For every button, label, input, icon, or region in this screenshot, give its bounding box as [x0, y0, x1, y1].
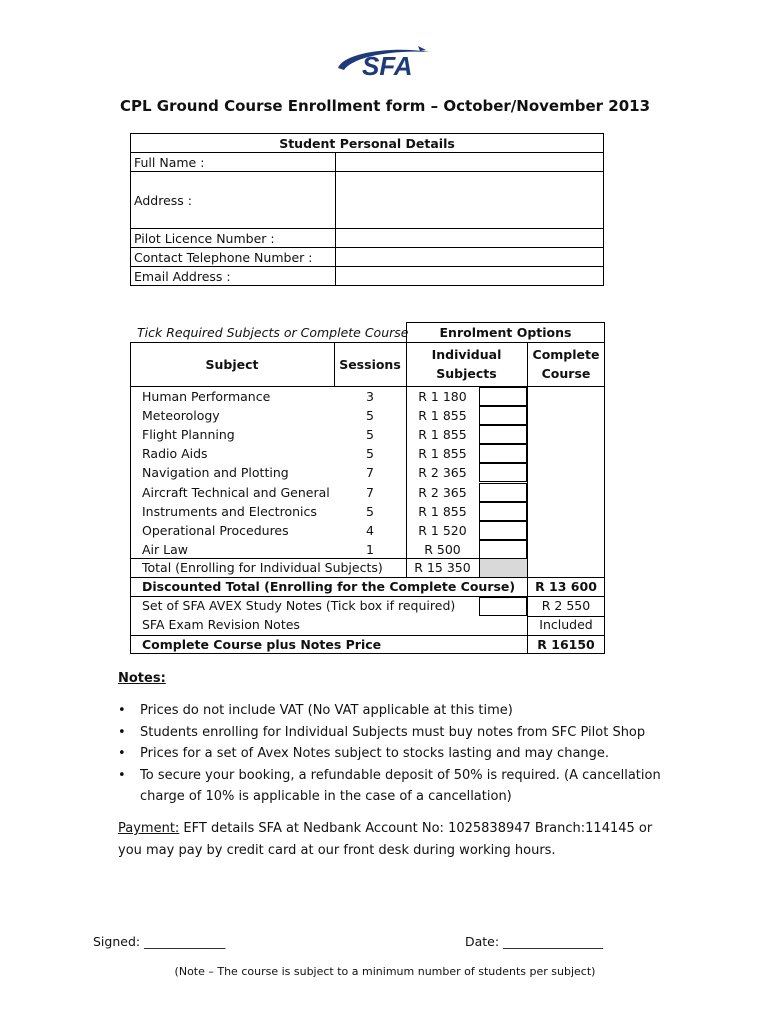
subject-price: R 500 [424, 541, 461, 557]
subject-sessions: 1 [366, 541, 374, 557]
total-price: R 15 350 [414, 560, 471, 575]
subject-sessions: 5 [366, 446, 374, 462]
full-name-label: Full Name : [131, 153, 336, 172]
subject-checkbox[interactable] [479, 444, 527, 463]
payment-details: EFT details SFA at Nedbank Account No: 1025838947 Branch:114145 or you may pay by credit card at our front desk during working hours. [118, 821, 653, 858]
subject-price: R 1 855 [418, 427, 467, 443]
subject-sessions: 3 [366, 389, 374, 404]
avex-notes-checkbox[interactable] [479, 597, 527, 616]
subject-sessions: 4 [366, 522, 374, 538]
col-individual-2: Subjects [436, 366, 497, 381]
subject-price: R 1 855 [418, 446, 467, 462]
bullet-icon: • [118, 767, 126, 783]
signed-field[interactable]: Signed: _____________ [93, 934, 226, 949]
subject-price: R 1 180 [418, 389, 467, 404]
subject-price: R 1 855 [418, 408, 467, 424]
total-shaded-cell [480, 559, 527, 577]
subject-checkbox[interactable] [479, 387, 527, 406]
complete-price: R 16150 [537, 637, 595, 652]
personal-details-header: Student Personal Details [131, 134, 604, 153]
avex-notes-price: R 2 550 [541, 598, 591, 613]
subject-sessions: 5 [366, 408, 374, 424]
list-item: • Prices for a set of Avex Notes subject to stocks lasting and may change. [118, 743, 678, 765]
subject-name: Air Law [142, 541, 188, 557]
logo-text: SFA [362, 51, 413, 80]
subject-name: Navigation and Plotting [142, 465, 289, 481]
telephone-label: Contact Telephone Number : [131, 248, 336, 267]
revision-notes-label: SFA Exam Revision Notes [142, 617, 300, 632]
subject-name: Instruments and Electronics [142, 503, 317, 519]
col-sessions: Sessions [339, 357, 401, 372]
subject-price: R 1 855 [418, 503, 467, 519]
subject-price: R 2 365 [418, 484, 467, 500]
avex-notes-label: Set of SFA AVEX Study Notes (Tick box if required) [142, 598, 456, 613]
col-complete-2: Course [541, 366, 591, 381]
bullet-icon: • [118, 746, 126, 761]
page-title: CPL Ground Course Enrollment form – October/November 2013 [119, 97, 651, 115]
col-individual-1: Individual [431, 347, 502, 362]
subject-name: Aircraft Technical and General [142, 484, 330, 500]
discounted-price: R 13 600 [535, 579, 597, 594]
subject-sessions: 5 [366, 427, 374, 443]
subject-price: R 2 365 [418, 465, 467, 481]
col-complete-1: Complete [532, 347, 600, 362]
email-label: Email Address : [131, 267, 336, 286]
subject-price: R 1 520 [418, 522, 467, 538]
subject-sessions: 5 [366, 503, 374, 519]
discounted-label: Discounted Total (Enrolling for the Complete Course) [142, 579, 516, 594]
subject-sessions: 7 [366, 484, 374, 500]
subject-checkbox[interactable] [479, 502, 527, 521]
payment-text [118, 818, 678, 861]
list-item: • To secure your booking, a refundable deposit of 50% is required. (A cancellation charge of 10% is applicable in the case of a cancellation) [118, 765, 678, 808]
list-item: • Prices do not include VAT (No VAT applicable at this time) [118, 700, 678, 722]
address-label: Address : [131, 172, 336, 229]
subject-checkbox[interactable] [479, 463, 527, 482]
subject-checkbox[interactable] [479, 425, 527, 444]
list-item: • Students enrolling for Individual Subjects must buy notes from SFC Pilot Shop [118, 722, 678, 744]
enrolment-options-label: Enrolment Options [439, 325, 572, 340]
subject-name: Flight Planning [142, 427, 235, 443]
col-subject: Subject [205, 357, 259, 372]
subject-name: Human Performance [142, 389, 271, 404]
enrolment-options-header [406, 322, 605, 343]
notes-list [118, 700, 678, 808]
bullet-icon: • [118, 724, 126, 740]
complete-label: Complete Course plus Notes Price [142, 637, 382, 652]
footnote: (Note – The course is subject to a minimum number of students per subject) [174, 965, 596, 978]
subject-name: Meteorology [142, 408, 220, 424]
pilot-licence-label: Pilot Licence Number : [131, 229, 336, 248]
subject-checkbox[interactable] [479, 540, 527, 559]
notes-heading: Notes: [118, 671, 166, 686]
total-label: Total (Enrolling for Individual Subjects) [142, 560, 383, 575]
tick-note: Tick Required Subjects or Complete Course [137, 325, 409, 340]
subject-name: Radio Aids [142, 446, 208, 462]
subject-sessions: 7 [366, 465, 374, 481]
revision-notes-price: Included [539, 617, 593, 632]
subject-checkbox[interactable] [479, 406, 527, 425]
bullet-icon: • [118, 703, 126, 718]
date-field[interactable]: Date: ________________ [465, 934, 604, 949]
subject-checkbox[interactable] [479, 521, 527, 540]
payment-label: Payment: [118, 821, 180, 836]
subject-name: Operational Procedures [142, 522, 289, 538]
subject-checkbox[interactable] [479, 483, 527, 502]
